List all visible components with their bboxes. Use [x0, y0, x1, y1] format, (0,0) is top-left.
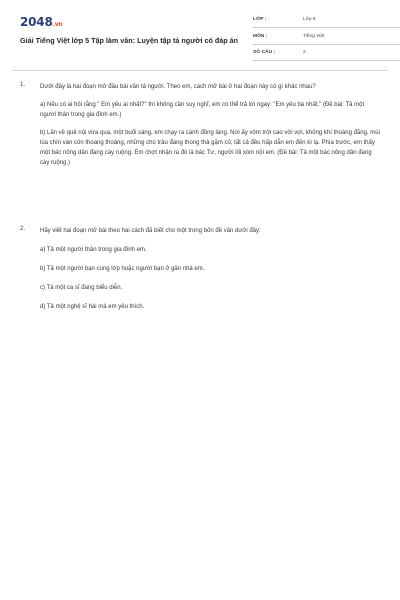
meta-value-question-count: 2: [303, 50, 306, 55]
meta-info: [253, 14, 400, 64]
meta-label-question-count: SỐ CÂU :: [253, 50, 276, 55]
question-number: 2.: [20, 226, 26, 232]
question-text: Dưới đây là hai đoạn mở đầu bài văn tả người. Theo em, cách mở bài ở hai đoạn này có gì khác nhau?: [40, 84, 316, 90]
meta-value-subject: Tiếng Việt: [303, 33, 325, 39]
header-divider: [12, 70, 388, 71]
question-item-c: c) Tả một ca sĩ đang biểu diễn.: [40, 285, 123, 291]
document-header: [20, 14, 380, 62]
question-body: [40, 226, 380, 312]
meta-row-question-count: [253, 47, 400, 61]
meta-value-class: Lớp 5: [303, 17, 316, 22]
site-logo[interactable]: [20, 15, 62, 29]
question-item-b: b) Lần về quê nội vừa qua, một buổi sáng, em chạy ra cánh đồng làng. Nơi ấy vòm trời cao vời vợi, không khí thoáng đãng, mùi lúa chín vàn còn thoang thoảng, những chú trâu đang thong thả gặm cỏ; tất cả đều hấp dẫn em đến kì lạ. Phía trước, em thấy một bác nông dân đang cày ruộng. Em chợt nhận ra đó là bác Tư, người lối xóm nội em. (Đề bài: Tả một bác nông dân đang cày ruộng.): [40, 130, 380, 166]
question-body: [40, 82, 380, 168]
document-title: Giải Tiếng Việt lớp 5 Tập làm văn: Luyện tập tả người có đáp án: [20, 36, 239, 45]
logo-tld: .vn: [52, 21, 63, 28]
question-item-a: a) Nếu có ai hỏi rằng " Em yêu ai nhất?" thì không cần suy nghĩ, em có thể trả lời ngay: "Em yêu bà nhất." (Đề bài: Tả một người thân trong gia đình em.): [40, 102, 365, 118]
question-item-d: d) Tả một nghệ sĩ hài mà em yêu thích.: [40, 304, 145, 310]
meta-row-class: [253, 14, 400, 28]
question-item-b: b) Tả một người bạn cùng lớp hoặc người bạn ở gần nhà em.: [40, 266, 205, 272]
question-number: 1.: [20, 82, 26, 88]
meta-label-subject: MÔN :: [253, 33, 268, 39]
meta-row-subject: [253, 31, 400, 45]
question-text: Hãy viết hai đoạn mở bài theo hai cách đã biết cho một trong bốn đề văn dưới đây:: [40, 228, 261, 234]
meta-label-class: LỚP :: [253, 17, 267, 22]
question-item-a: a) Tả một người thân trong gia đình em.: [40, 247, 147, 253]
logo-main: 2048: [20, 15, 53, 29]
